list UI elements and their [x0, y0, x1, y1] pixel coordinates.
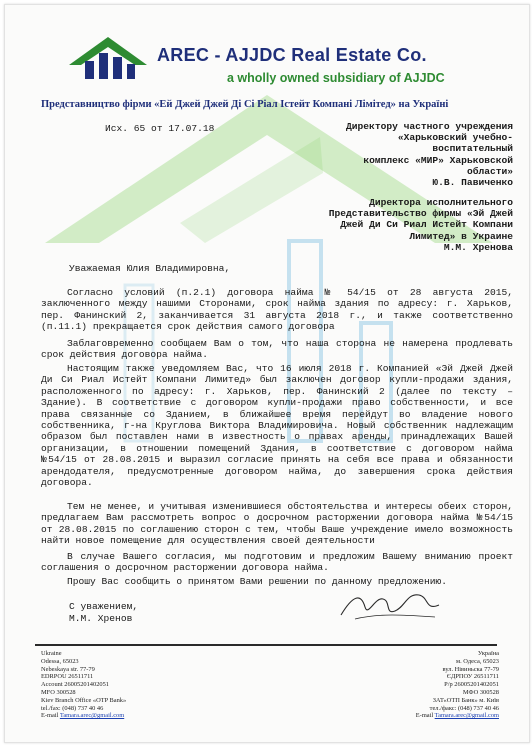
email-label: E-mail: [415, 712, 434, 720]
footer-line: Odessa, 65023: [41, 657, 79, 665]
letter-page: [4, 4, 530, 743]
footer-line: Україна: [477, 650, 499, 657]
closing-name: М.М. Хренов: [69, 613, 133, 624]
footer-line: Ukraine: [41, 650, 62, 657]
footer-line: м. Одеса, 65023: [456, 657, 499, 665]
sender-block: [293, 197, 513, 253]
addressee-line: «Харьковский учебно-: [397, 132, 513, 144]
sender-line: Директора исполнительного: [369, 197, 513, 208]
company-logo-icon: [67, 31, 149, 81]
footer-left-contacts: [41, 650, 126, 720]
outgoing-number: Исх. 65 от 17.07.18: [105, 123, 215, 134]
handwritten-signature: [335, 585, 445, 625]
sender-line: М.М. Хренова: [443, 241, 513, 253]
body-paragraph: Заблаговременно сообщаем Вам о том, что наша сторона не намерена продлевать срок действия договора найма.: [41, 338, 513, 361]
body-paragraph: В случае Вашего согласия, мы подготовим и предложим Вашему вниманию проект соглашения о досрочном расторжении договора найма.: [41, 551, 513, 574]
company-subtitle: a wholly owned subsidiary of AJJDC: [227, 71, 445, 85]
footer-line: Nebeskaya str. 77-79: [41, 665, 95, 673]
footer-line: Account 26005201402051: [41, 681, 109, 689]
footer-email-link[interactable]: Tamara.arec@gmail.com: [59, 712, 125, 720]
addressee-line: воспитательный: [432, 143, 513, 155]
footer-line: вул. Нiвиньска 77-79: [442, 665, 499, 673]
footer-line: Kiev Branch Office «OTP Bank»: [41, 696, 127, 704]
footer-line: МФО 300528: [462, 688, 499, 696]
footer-email-link[interactable]: Tamara.arec@gmail.com: [434, 712, 499, 720]
footer-line: Р/р 26005201402051: [444, 681, 499, 689]
sender-line: Представительство фирмы «Эй Джей: [328, 208, 513, 220]
footer-email-line: [41, 712, 126, 720]
footer-divider: [35, 644, 497, 646]
footer-line: EDRPOU 26511711: [41, 673, 94, 681]
footer-line: tel./fax: (048) 737 40 46: [41, 704, 104, 712]
salutation: Уважаемая Юлия Владимировна,: [69, 263, 231, 274]
representation-line: Представництво фірми «Ей Джей Джей Ді Сі Ріал Істейт Компані Лімітед» на Україні: [41, 99, 449, 110]
closing-block: [69, 601, 138, 625]
addressee-line: области»: [466, 165, 513, 177]
closing-regards: С уважением,: [69, 601, 139, 612]
company-name: AREC - AJJDC Real Estate Co.: [157, 45, 427, 65]
addressee-line: комплекс «МИР» Харьковской: [363, 154, 513, 166]
footer-line: ЗАТ«ОТП Банк» м. Київ: [432, 696, 499, 704]
sender-line: Джей Ди Си Риал Истейт Компани: [340, 219, 513, 231]
footer-email-line: [416, 712, 499, 720]
addressee-line: Ю.В. Павиченко: [432, 177, 513, 189]
sender-line: Лимитед» в Украине: [409, 230, 513, 242]
body-paragraph: Тем не менее, и учитывая изменившиеся обстоятельства и интересы обеих сторон, предлагаем Вам рассмотреть вопрос о досрочном расторжении договора найма №54/15 от 28.08.2015 по соглашению сторон с тем, чтобы Ваше учреждение имело возможность найти новое помещение для осуществления своей деятельности: [41, 501, 513, 547]
addressee-block: [305, 121, 513, 188]
footer-line: MFO 300528: [41, 688, 76, 696]
addressee-line: Директору частного учреждения: [346, 121, 513, 132]
footer-line: ЄДРПОУ 26511711: [446, 673, 499, 681]
footer-line: тел./факс: (048) 737 40 46: [429, 704, 499, 712]
body-paragraph: Настоящим также уведомляем Вас, что 16 июля 2018 г. Компанией «Эй Джей Джей Ди Си Риал Истейт Компани Лимитед» был заключен договор купли-продажи здания, расположенного по адресу: г. Харьков, пер. Фанинский 2 (далее по тексту – Здание). В соответствие с договором купли-продажи право собственности, и все права связанные со Зданием, в ближайшее время перейдут во владение нового собственника, г-на Круглова Виктора Владимировича. Новый собственник надлежащим образом был поставлен нами в известность о правах аренды, принадлежащих Вашей организации, в отношении помещений Здания, в соответствие с договором найма №54/15 от 28.08.2015 и выразил согласие принять на себя все права и обязанности арендодателя, предусмотренные договором найма, до завершения срока действия договора.: [41, 363, 513, 489]
footer-right-contacts: [416, 650, 499, 720]
body-paragraph: Прошу Вас сообщить о принятом Вами решении по данному предложению.: [67, 576, 447, 587]
email-label: E-mail: [41, 712, 59, 720]
body-paragraph: Согласно условий (п.2.1) договора найма № 54/15 от 28 августа 2015, заключенного между нашими Сторонами, срок найма здания по адресу: г. Харьков, пер. Фанинский 2, заканчивается 31 августа 2018 г., и также соответственно (п.11.1) прекращается срок действия самого договора: [41, 287, 513, 333]
